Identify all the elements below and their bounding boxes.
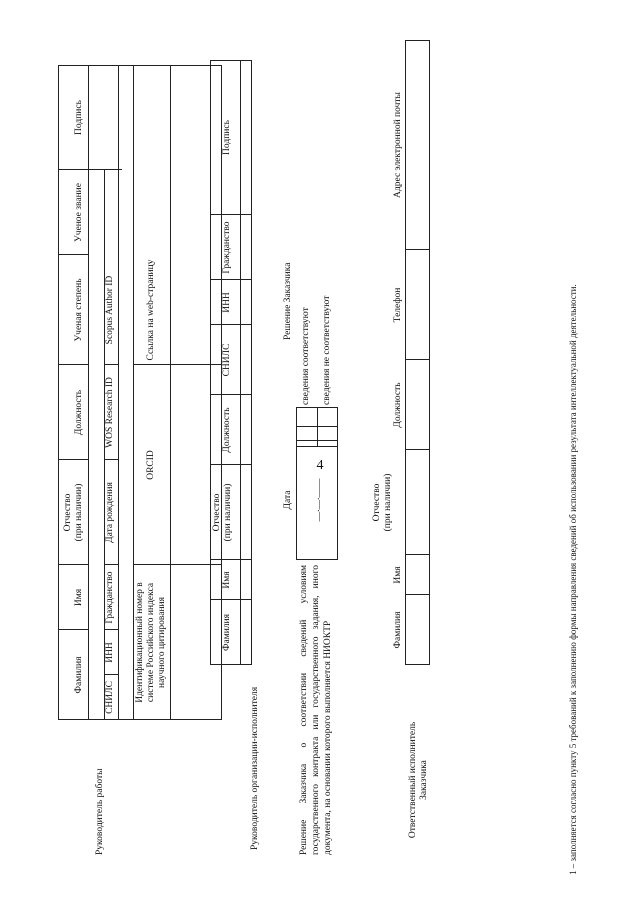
wl-head-wos: WOS Research ID (105, 377, 115, 448)
decision-label: Решение Заказчика (283, 262, 293, 340)
wl-head-orcid: ORCID (146, 450, 156, 480)
date-label: Дата (283, 490, 293, 510)
oh-head-name: Имя (222, 571, 232, 589)
wl-head-inn: ИНН (105, 642, 115, 663)
resp-head-phone: Телефон (393, 287, 403, 323)
resp-head-patronymic: Отчество (при наличии) (372, 473, 393, 532)
oh-head-inn: ИНН (222, 292, 232, 313)
customer-decision-text: Решение Заказчика о соответствии сведений условиям государственного контракта или государственного задания, иного документа, на основании которого выполняется НИОКТР (299, 565, 333, 855)
decision-no-label: сведения не соответствуют (322, 295, 332, 405)
wl-head-signature: Подпись (74, 100, 84, 135)
resp-head-position: Должность (393, 382, 403, 428)
org-head-label: Руководитель организации-исполнителя (250, 686, 260, 850)
responsible-table (405, 40, 430, 665)
wl-head-birthdate: Дата рождения (105, 482, 115, 543)
work-leader-label: Руководитель работы (95, 768, 105, 855)
wl-head-surname: Фамилия (74, 656, 84, 694)
oh-head-position: Должность (222, 407, 232, 453)
oh-head-patronymic: Отчество (при наличии) (212, 483, 233, 542)
resp-head-surname: Фамилия (393, 611, 403, 649)
oh-head-citizenship: Гражданство (222, 221, 232, 274)
wl-head-citizenship: Гражданство (105, 571, 115, 624)
resp-head-name: Имя (393, 566, 403, 584)
resp-head-email: Адрес электронной почты (393, 92, 403, 198)
date-value: __.__.____ (312, 478, 322, 522)
wl-head-webpage: Ссылка на web-страницу (146, 259, 156, 361)
oh-head-snils: СНИЛС (222, 343, 232, 377)
wl-head-patronymic: Отчество (при наличии) (63, 483, 84, 542)
wl-head-degree: Ученая степень (74, 278, 84, 342)
wl-head-title: Ученое звание (74, 183, 84, 242)
decision-yes-checkbox[interactable] (296, 407, 317, 427)
wl-head-scopus: Scopus Author ID (105, 275, 115, 345)
decision-yes-label: сведения соответствуют (301, 307, 311, 405)
oh-head-signature: Подпись (222, 120, 232, 155)
decision-no-checkbox[interactable] (317, 407, 338, 427)
responsible-label: Ответственный исполнитель Заказчика (408, 721, 429, 839)
oh-head-surname: Фамилия (222, 614, 232, 652)
wl-head-snils: СНИЛС (105, 681, 115, 714)
wl-head-name: Имя (74, 588, 84, 607)
page-number: 4 (316, 458, 324, 473)
wl-head-rinc-id: Идентификационный номер в системе Российского индекса научного цитирования (135, 582, 167, 703)
footnote: 1 – заполняется согласно пункту 5 требований к заполнению формы направления сведений об использовании результата интеллектуальной деятельности. (568, 284, 578, 875)
wl-head-position: Должность (74, 389, 84, 436)
